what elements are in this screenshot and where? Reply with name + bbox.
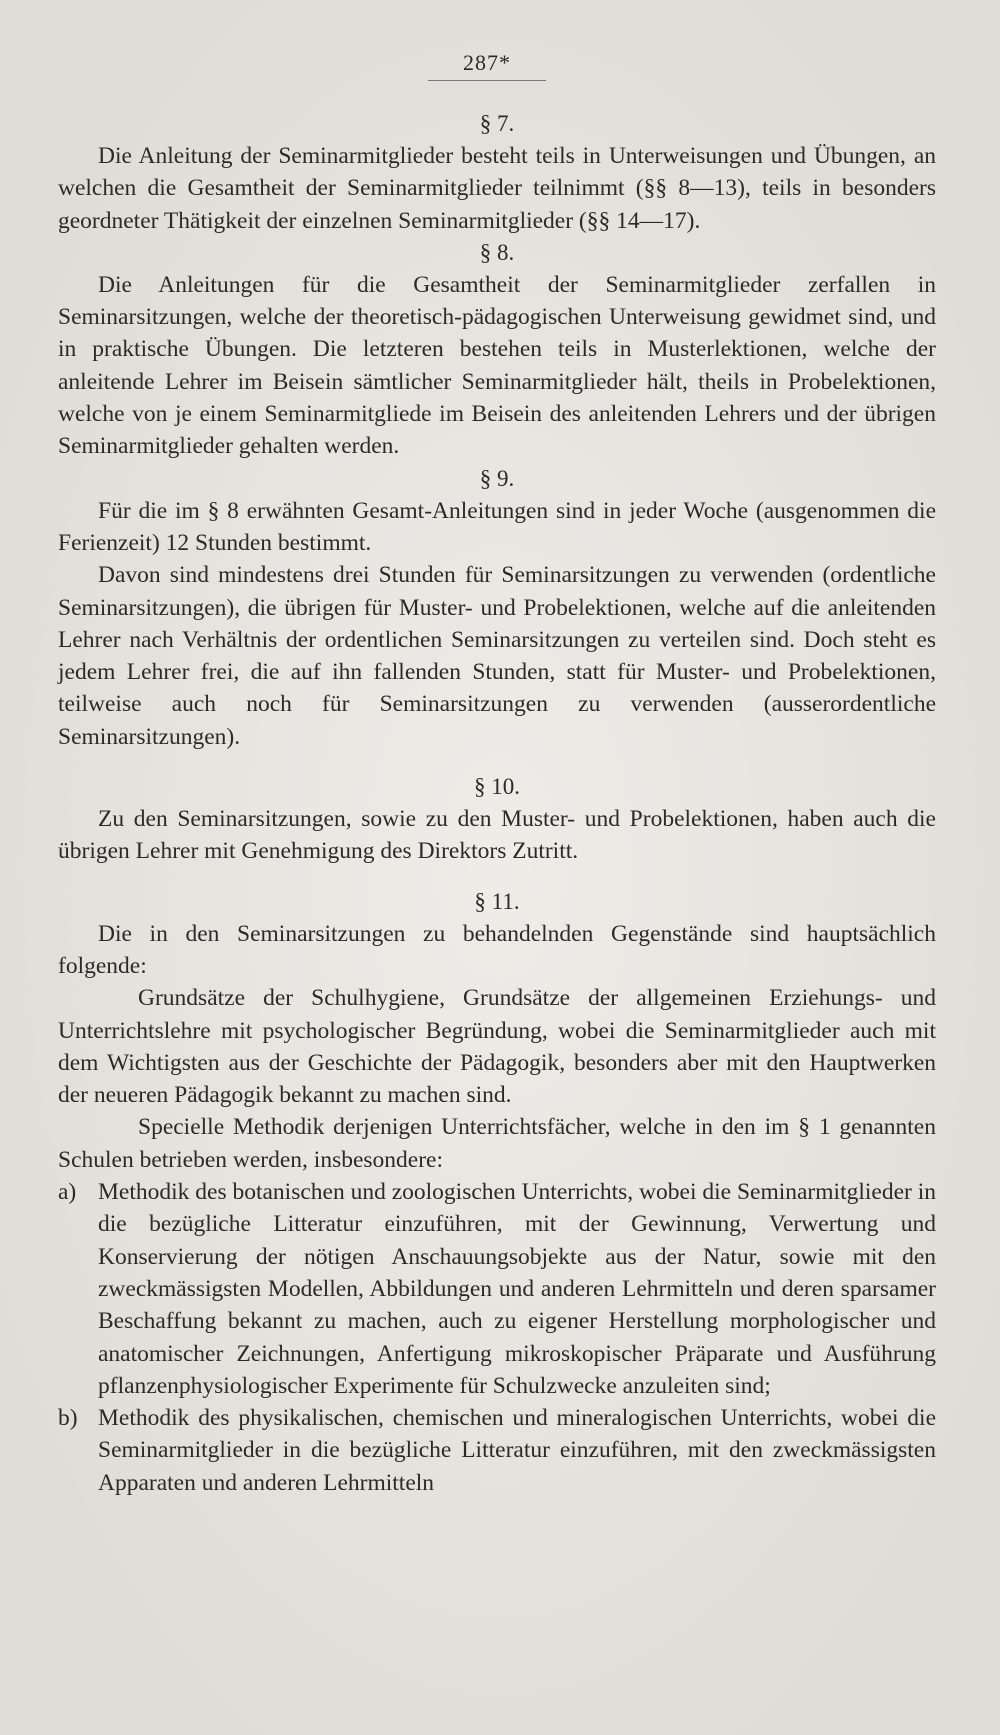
list-item-b — [58, 1402, 936, 1499]
section-heading-8: § 8. — [479, 239, 515, 265]
section-heading-9: § 9. — [479, 465, 515, 491]
section-7-paragraph-1-text: Die Anleitung der Seminarmitglieder besteht teils in Unterweisungen und Übungen, an welchen die Gesamtheit der Seminarmitglieder teilnimmt (§§ 8—13), teils in besonders geordneter Thätigkeit der einzelnen Seminarmitglieder (§§ 14—17). — [58, 143, 936, 234]
section-9-paragraph-2: Davon sind mindestens drei Stunden für Seminarsitzungen zu verwenden (ordentliche Seminarsitzungen), die übrigen für Muster- und Probelektionen, welche auf die anleitenden Lehrer nach Verhältnis der ordentlichen Seminarsitzungen zu verteilen sind. Doch steht es jedem Lehrer frei, die auf ihn fallenden Stunden, statt für Muster- und Probelektionen, teilweise auch noch für Seminarsitzungen zu verwenden (ausserordentliche Seminarsitzungen). — [58, 562, 936, 750]
section-7-paragraph-1 — [58, 140, 936, 237]
section-heading-10: § 10. — [474, 774, 520, 800]
section-11-paragraph-2: Grundsätze der Schulhygiene, Grundsätze der allgemeinen Erziehungs- und Unterrichtslehre mit psychologischer Begründung, wobei die Seminarmitglieder auch mit dem Wichtigsten aus der Geschichte der Pädagogik, besonders aber mit den Hauptwerken der neueren Pädagogik bekannt zu machen sind. — [58, 985, 936, 1109]
list-item-b-text: Methodik des physikalischen, chemischen und mineralogischen Unterrichts, wobei die Seminarmitglieder in die bezügliche Litteratur einzuführen, mit den zweckmässigsten Apparaten und anderen Lehrmitteln — [98, 1405, 936, 1496]
list-item-b-label: b) — [58, 1405, 78, 1432]
section-10-paragraph-1: Zu den Seminarsitzungen, sowie zu den Muster- und Probelektionen, haben auch die übrigen Lehrer mit Genehmigung des Direktors Zutritt. — [58, 806, 936, 865]
list-item-a-text: Methodik des botanischen und zoologischen Unterrichts, wobei die Seminarmitglieder in die bezügliche Litteratur einzuführen, mit der Gewinnung, Verwertung und Konservierung der nötigen Anschauungsobjekte aus der Natur, sowie mit den zweckmässigsten Modellen, Abbildungen und anderen Lehrmitteln und deren sparsamer Beschaffung bekannt zu machen, auch zu eigener Herstellung morphologischer und anatomischer Zeichnungen, Anfertigung mikroskopischer Präparate und Ausführung pflanzenphysiologischer Experimente für Schulzwecke anzuleiten sind; — [98, 1179, 936, 1399]
section-heading-11: § 11. — [474, 888, 520, 914]
section-8-paragraph-1: Die Anleitungen für die Gesamtheit der Seminarmitglieder zerfallen in Seminarsitzungen, welche der theoretisch-pädagogischen Unterweisung gewidmet sind, und in praktische Übungen. Die letzteren bestehen teils in Musterlektionen, welche der anleitende Lehrer im Beisein sämtlicher Seminarmitglieder hält, theils in Probelektionen, welche von je einem Seminarmitgliede im Beisein des anleitenden Lehrers und der übrigen Seminarmitglieder gehalten werden. — [58, 271, 936, 460]
page-number: 287* — [463, 50, 511, 75]
document-body — [58, 108, 936, 1499]
section-9-paragraph-1: Für die im § 8 erwähnten Gesamt-Anleitungen sind in jeder Woche (ausgenommen die Ferienzeit) 12 Stunden bestimmt. — [58, 497, 936, 556]
page-number-rule — [428, 80, 546, 81]
section-heading-7: § 7. — [479, 111, 515, 136]
section-11-paragraph-1: Die in den Seminarsitzungen zu behandelnden Gegenstände sind hauptsächlich folgende: — [58, 920, 936, 979]
list-item-a — [58, 1176, 936, 1402]
section-11-paragraph-3: Specielle Methodik derjenigen Unterrichtsfächer, welche in den im § 1 genannten Schulen betrieben werden, insbesondere: — [58, 1114, 936, 1173]
list-item-a-label: a) — [58, 1179, 77, 1206]
